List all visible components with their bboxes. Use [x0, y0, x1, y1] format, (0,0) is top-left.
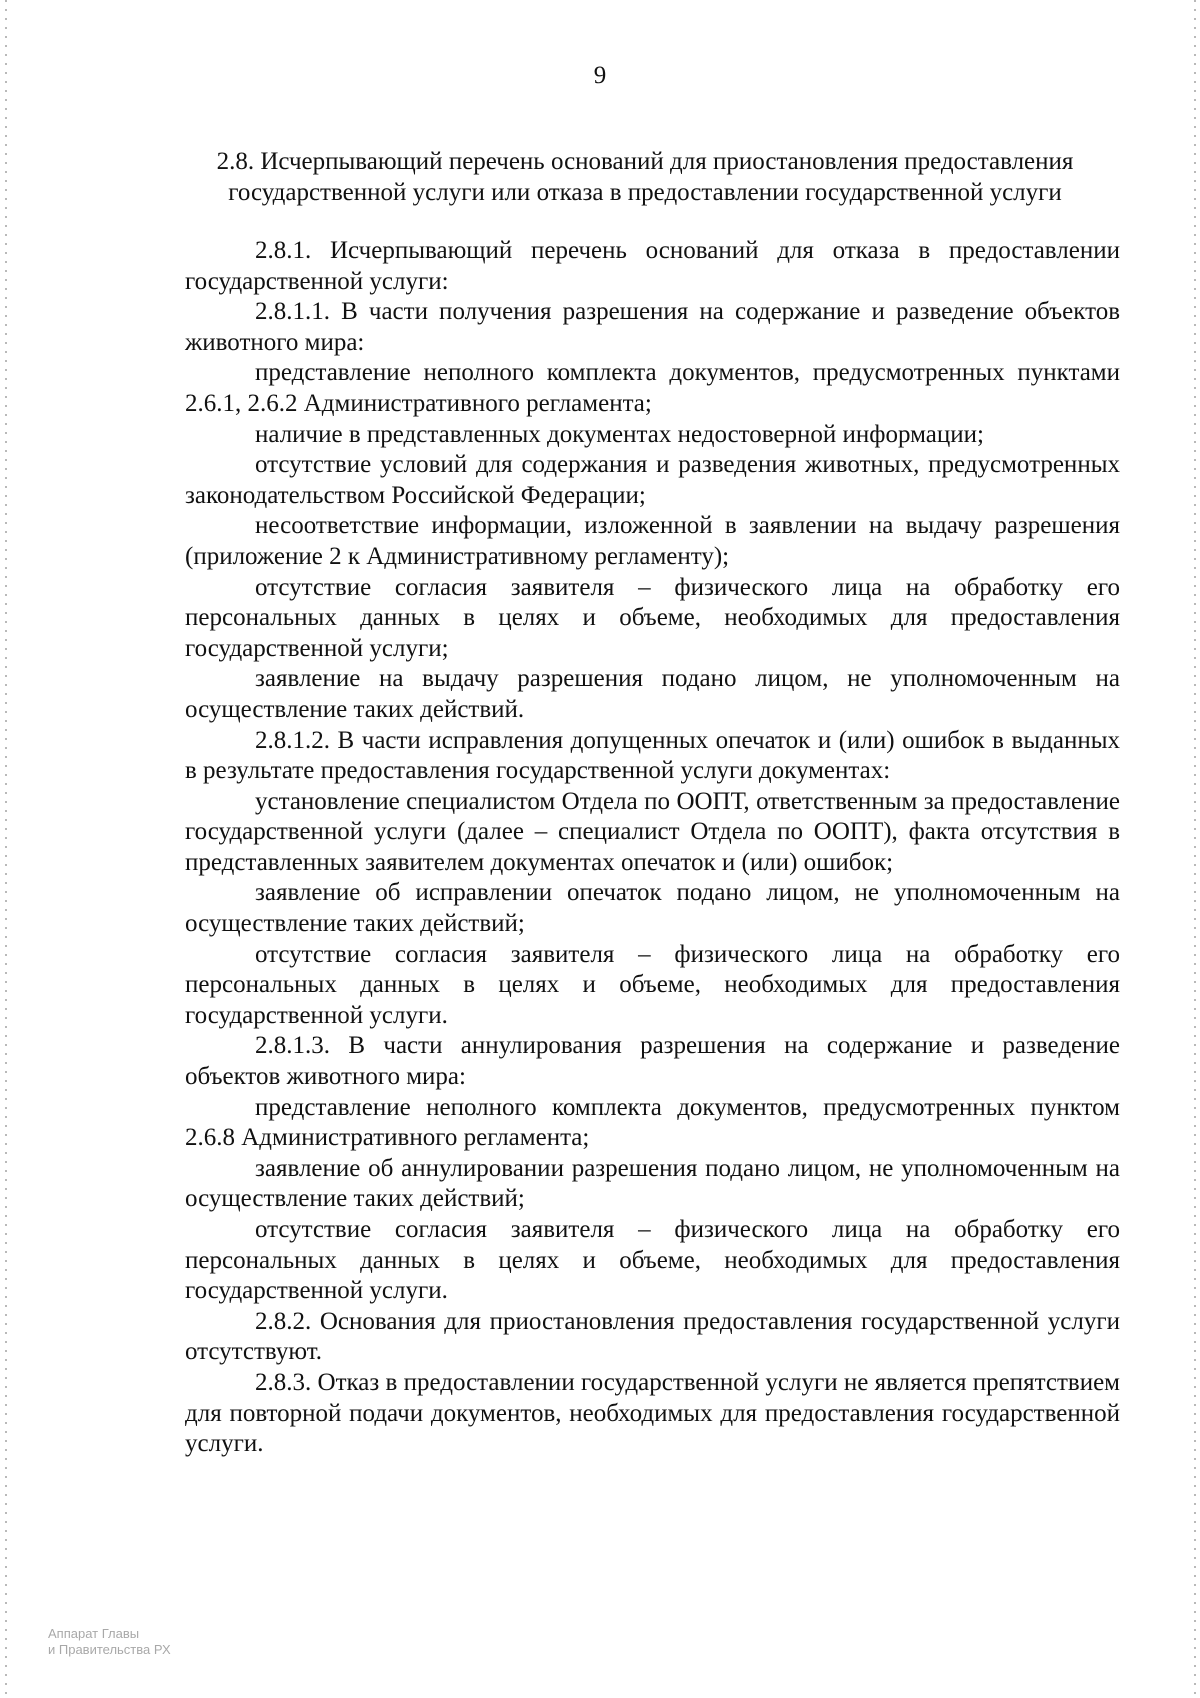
- document-body: [185, 236, 1120, 1460]
- paragraph: установление специалистом Отдела по ООПТ, ответственным за предоставление государственной услуги (далее – специалист Отдела по ООПТ), факта отсутствия в представленных заявителем документах опечаток и (или) ошибок;: [185, 787, 1120, 876]
- paragraph: отсутствие согласия заявителя – физического лица на обработку его персональных данных в целях и объеме, необходимых для предоставления государственной услуги;: [185, 573, 1120, 662]
- right-margin-scan-marks: [1194, 0, 1196, 1698]
- paragraph: 2.8.3. Отказ в предоставлении государственной услуги не является препятствием для повторной подачи документов, необходимых для предоставления государственной услуги.: [185, 1368, 1120, 1458]
- paragraph: 2.8.1.1. В части получения разрешения на содержание и разведение объектов животного мира:: [185, 298, 1120, 356]
- paragraph: заявление об аннулировании разрешения подано лицом, не уполномоченным на осуществление таких действий;: [185, 1154, 1120, 1213]
- stamp-line: и Правительства РХ: [48, 1642, 171, 1657]
- paragraph: отсутствие согласия заявителя – физического лица на обработку его персональных данных в целях и объеме, необходимых для предоставления государственной услуги.: [185, 1216, 1120, 1305]
- section-heading-line: государственной услуги или отказа в предоставлении государственной услуги: [228, 179, 1062, 206]
- paragraph: представление неполного комплекта документов, предусмотренных пунктами 2.6.1, 2.6.2 Административного регламента;: [185, 359, 1120, 417]
- left-margin-scan-marks: [5, 0, 7, 1698]
- paragraph: отсутствие условий для содержания и разведения животных, предусмотренных законодательством Российской Федерации;: [185, 451, 1120, 509]
- section-heading-line: 2.8. Исчерпывающий перечень оснований для приостановления предоставления: [216, 148, 1074, 175]
- paragraph: 2.8.1. Исчерпывающий перечень оснований для отказа в предоставлении государственной услуги:: [185, 237, 1120, 295]
- section-heading: [170, 146, 1120, 208]
- stamp-line: Аппарат Главы: [48, 1626, 140, 1641]
- paragraph: отсутствие согласия заявителя – физического лица на обработку его персональных данных в целях и объеме, необходимых для предоставления государственной услуги.: [185, 940, 1120, 1029]
- paragraph: 2.8.2. Основания для приостановления предоставления государственной услуги отсутствуют.: [185, 1307, 1120, 1366]
- paragraph: заявление об исправлении опечаток подано лицом, не уполномоченным на осуществление таких действий;: [185, 879, 1120, 938]
- paragraph: 2.8.1.3. В части аннулирования разрешения на содержание и разведение объектов животного мира:: [185, 1032, 1120, 1091]
- paragraph: заявление на выдачу разрешения подано лицом, не уполномоченным на осуществление таких действий.: [185, 665, 1120, 723]
- paragraph: представление неполного комплекта документов, предусмотренных пунктом 2.6.8 Административного регламента;: [185, 1093, 1120, 1152]
- page-number: 9: [593, 62, 607, 89]
- paragraph: несоответствие информации, изложенной в заявлении на выдачу разрешения (приложение 2 к Административному регламенту);: [185, 512, 1120, 570]
- paragraph: 2.8.1.2. В части исправления допущенных опечаток и (или) ошибок в выданных в результате предоставления государственной услуги документах:: [185, 726, 1120, 785]
- registration-stamp: [48, 1626, 171, 1658]
- paragraph: наличие в представленных документах недостоверной информации;: [255, 420, 984, 448]
